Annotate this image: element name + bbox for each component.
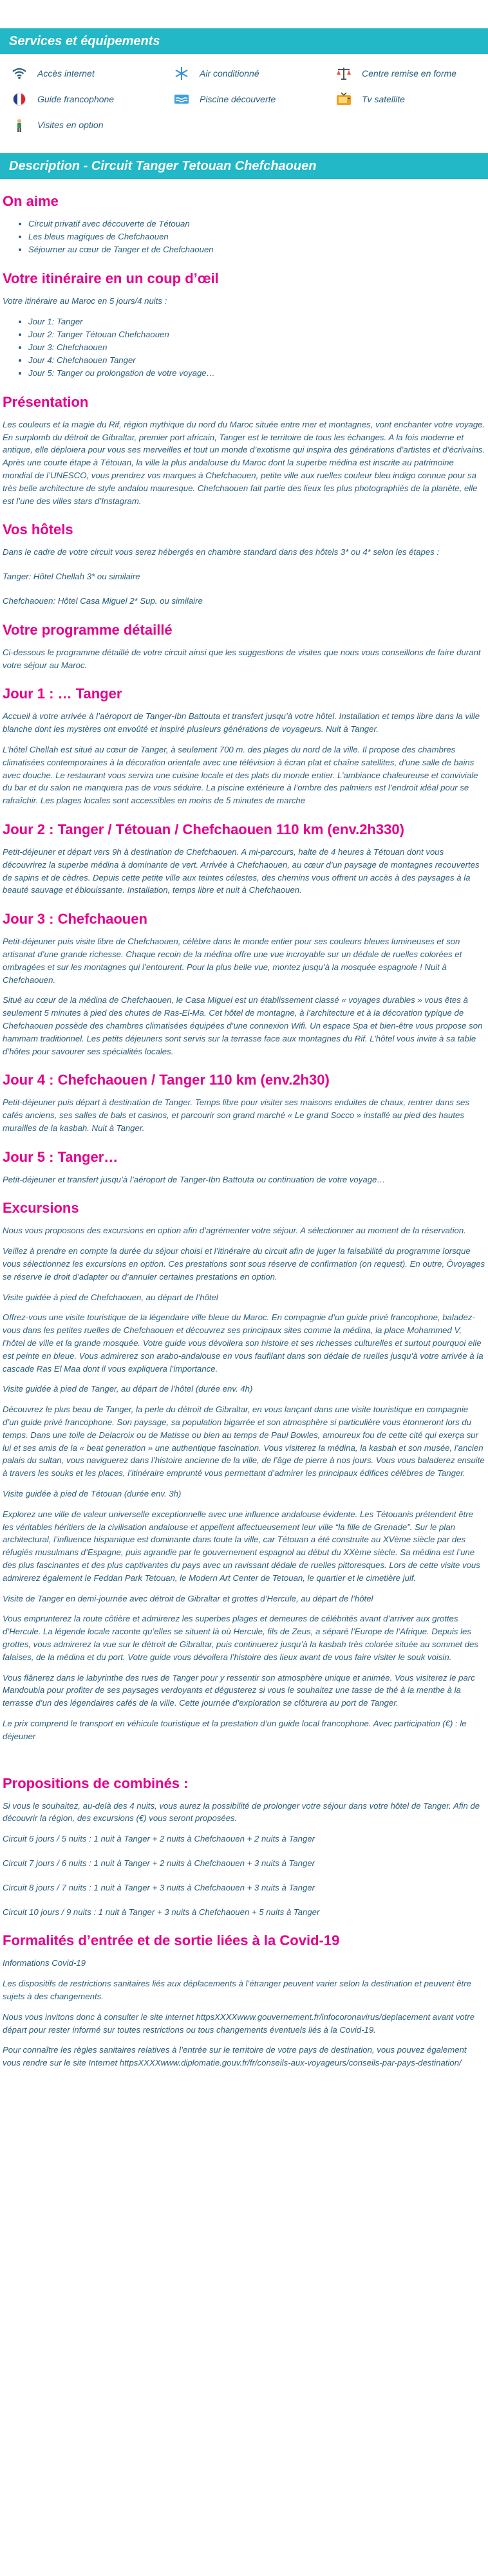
combine-item: Circuit 6 jours / 5 nuits : 1 nuit à Tanger + 2 nuits à Chefchaouen + 2 nuits à Tanger <box>3 1834 315 1844</box>
excursions-p10: Vous emprunterez la route côtière et admirerez les superbes plages et demeures de célébrités avant d’arriver aux grottes d’Hercule. La légende locale raconte qu’elles se situent là où Hercule, fils de Zeus, a séparé l’Europe de l’Afrique. Depuis les grottes, vous admirerez la vue sur le détroit de Gibraltar, puis continuerez jusqu’à la kasbah très colorée située au sommet des falaises, de la médina et du port. Votre guide vous dévoilera l’histoire des lieux avant de vous faire visiter le souk voisin. <box>3 1614 478 1662</box>
excursions-p5: Visite guidée à pied de Tanger, au départ de l’hôtel (durée env. 4h) <box>3 1384 253 1394</box>
hotel-tanger: Tanger: Hôtel Chellah 3* ou similaire <box>3 572 140 582</box>
list-item: • Séjourner au cœur de Tanger et de Chefchaouen <box>28 243 485 256</box>
aime-heading: On aime <box>3 193 59 209</box>
service-fitness <box>335 66 487 81</box>
jour3-heading: Jour 3 : Chefchaouen <box>3 911 147 928</box>
list-item: • Jour 3: Chefchaouen <box>28 341 485 354</box>
covid-p2: Les dispositifs de restrictions sanitaires liés aux déplacements à l’étranger peuvent varier selon la destination et peuvent être sujets à des changements. <box>3 1979 471 2001</box>
combines-heading: Propositions de combinés : <box>3 1775 189 1791</box>
service-aircon <box>173 66 335 81</box>
service-label: Air conditionné <box>200 68 259 79</box>
combines-intro: Si vous le souhaitez, au-delà des 4 nuits, vous aurez la possibilité de prolonger votre séjour dans votre hôtel de Tanger. Afin de découvrir la région, des excursions (€) vous seront proposées. <box>3 1800 480 1824</box>
list-item: • Jour 1: Tanger <box>28 315 485 328</box>
jour2-text: Petit-déjeuner et départ vers 9h à destination de Chefchaouen. A mi-parcours, halte de 4 heures à Tétouan dont vous découvrirez la superbe médina à dominante de vert. Arrivée à Chefchaouen, au cœur d’un paysage de montagnes recouvertes de sapins et de cèdres. Depuis cette petite ville aux teintes célestes, des chemins vous offrent un accès à des paysages à la beauté sauvage et éblouissante. Installation, temps libre et nuit à Chefchaouen. <box>3 846 480 895</box>
programme-heading: Votre programme détaillé <box>3 621 173 638</box>
service-label: Piscine découverte <box>200 94 276 104</box>
hotels-intro: Dans le cadre de votre circuit vous serez hébergés en chambre standard dans des hôtels 3* ou 4* selon les étapes : <box>3 547 440 557</box>
covid-p1: Informations Covid-19 <box>3 1958 86 1968</box>
scale-icon <box>335 66 353 80</box>
list-item: • Circuit privatif avec découverte de Tétouan <box>28 218 485 230</box>
combine-item: Circuit 10 jours / 9 nuits : 1 nuit à Tanger + 3 nuits à Chefchaouen + 5 nuits à Tanger <box>3 1907 320 1917</box>
flag-france-icon <box>10 92 28 106</box>
excursions-p12: Le prix comprend le transport en véhicule touristique et la prestation d’un guide local francophone. Avec participation (€) : le déjeuner <box>3 1718 467 1741</box>
excursions-p6: Découvrez le plus beau de Tanger, la perle du détroit de Gibraltar, en vous lançant dans une visite touristique en compagnie d’un guide privé francophone. Son paysage, sa population bigarrée et son atmosphère si particulière vous étonneront lors du temps. Dans une toile de Delacroix ou de Matisse ou bien au temps de Paul Bowles, amoureux fou de cette cité qui exerça sur lui et ses amis de la « beat generation » une authentique fascination. Vous visiterez la médina, la kasbah et son musée, l’ancien palais du sultan, vous naviguerez dans l’histoire ancienne de la ville, de l’âge de pierre à nos jours. Vous vous baladerez ensuite à travers les souks et les places, l’itinéraire emprunté vous permettant d’admirer les principaux édifices célèbres de Tanger. <box>3 1405 485 1479</box>
jour1-p1: Accueil à votre arrivée à l’aéroport de Tanger-Ibn Battouta et transfert jusqu’à votre hôtel. Installation et temps libre dans la ville blanche dont les mystères ont envoûté et inspiré plusieurs générations de voyageurs. Nuit à Tanger. <box>3 711 480 734</box>
covid-p3: Nous vous invitons donc à consulter le site internet httpsXXXXwww.gouvernement.fr/infocoronavirus/deplacement avant votre départ pour rester informé sur toutes restrictions ou tous changements éventuels liés à la Covid-19. <box>3 2011 475 2035</box>
services-grid <box>0 64 488 138</box>
service-label: Guide francophone <box>37 94 115 104</box>
itineraire-intro: Votre itinéraire au Maroc en 5 jours/4 nuits : <box>3 296 167 306</box>
sightseeing-icon <box>10 118 28 132</box>
service-label: Centre remise en forme <box>362 68 457 79</box>
covid-p4: Pour connaître les règles sanitaires relatives à l’entrée sur le territoire de votre pays de destination, vous pouvez également vous rendre sur le site Internet httpsXXXXwww.diplomatie.gouv.fr/fr/conseils-aux-voyageurs/conseils-par-pays-destination/ <box>3 2045 467 2068</box>
list-item: • Jour 4: Chefchaouen Tanger <box>28 354 485 367</box>
combine-item: Circuit 8 jours / 7 nuits : 1 nuit à Tanger + 3 nuits à Chefchaouen + 3 nuits à Tanger <box>3 1882 315 1892</box>
presentation-text: Les couleurs et la magie du Rif, région mythique du nord du Maroc située entre mer et montagnes, vont enchanter votre voyage. En surplomb du détroit de Gibraltar, premier port africain, Tanger est le territoire de tous les échanges. A la fois moderne et antique, elle déploiera pour vous ses merveilles et tout un monde d’exotisme qui inspira des générations d’artistes et d’écrivains. Après une courte étape à Tétouan, la ville la plus andalouse du Maroc dont la superbe médina est inscrite au patrimoine mondial de l’UNESCO, vous prendrez vos marques à Chefchaouen, petite ville aux ruelles couleur bleu indigo connue pour sa très belle architecture de style andalou mauresque. Chefchaouen fait partie des lieux les plus photographiés de la planète, elle est l’une des villes stars d’Instagram. <box>3 419 485 506</box>
itineraire-heading: Votre itinéraire en un coup d’œil <box>3 270 219 286</box>
excursions-p2: Veillez à prendre en compte la durée du séjour choisi et l’itinéraire du circuit afin de juger la faisabilité du programme lorsque vous sélectionnez les excursions en option. Ces prestations sont sous réserve de confirmation (on request). En outre, Ôvoyages se réserve le droit d’adapter ou d’annuler certaines prestations en option. <box>3 1246 485 1282</box>
wifi-icon <box>10 66 28 80</box>
jour2-heading: Jour 2 : Tanger / Tétouan / Chefchaouen 110 km (env.2h330) <box>3 821 404 837</box>
jour3-p2: Situé au cœur de la médina de Chefchaouen, le Casa Miguel est un établissement classé « voyages durables » vous êtes à seulement 5 minutes à pied des chutes de Ras-El-Ma. Cet hôtel de montagne, à l’architecture et à la décoration typique de Chefchaouen possède des chambres climatisées équipées d’une connexion Wifi. Un espace Spa et bien-être vous propose son hammam traditionnel. Les petits déjeuners sont servis sur la terrasse face aux montagnes du Rif. L’hôtel vous invite à sa table d’hôtes pour savourer ses spécialités locales. <box>3 995 483 1056</box>
excursions-p3: Visite guidée à pied de Chefchaouen, au départ de l’hôtel <box>3 1292 218 1302</box>
aime-list <box>3 218 485 256</box>
jour4-heading: Jour 4 : Chefchaouen / Tanger 110 km (env.2h30) <box>3 1072 330 1088</box>
itineraire-list <box>3 315 485 380</box>
excursions-p4: Offrez-vous une visite touristique de la légendaire ville bleue du Maroc. En compagnie d’un guide privé francophone, baladez-vous dans les petites ruelles de Chefchaouen et découvrez ses principaux sites comme la médina, la place Mohammed V, l’hôtel de ville et la grande mosquée. Votre guide vous dévoilera son histoire et ses richesses culturelles et surtout pourquoi elle est peinte en bleue. Vous admirerez son arabo-andalouse en vous faufilant dans son dédale de ruelles jusqu’à votre arrivée à la cascade Ras El Maa dont il vous expliquera l’importance. <box>3 1312 483 1374</box>
excursions-p1: Nous vous proposons des excursions en option afin d’agrémenter votre séjour. A sélectionner au moment de la réservation. <box>3 1226 466 1236</box>
jour5-heading: Jour 5 : Tanger… <box>3 1148 118 1165</box>
excursions-p7: Visite guidée à pied de Tétouan (durée env. 3h) <box>3 1489 182 1499</box>
service-label: Accès internet <box>37 68 95 79</box>
service-guide <box>10 91 173 107</box>
excursions-heading: Excursions <box>3 1200 79 1217</box>
jour5-text: Petit-déjeuner et transfert jusqu’à l’aéroport de Tanger-Ibn Battouta ou continuation de votre voyage… <box>3 1174 386 1184</box>
services-banner: Services et équipements <box>0 28 488 54</box>
snowflake-icon <box>173 66 191 80</box>
pool-icon <box>173 92 191 106</box>
programme-text: Ci-dessous le programme détaillé de votre circuit ainsi que les suggestions de visites que nous vous conseillons de faire durant votre séjour au Maroc. <box>3 647 481 670</box>
combine-item: Circuit 7 jours / 6 nuits : 1 nuit à Tanger + 2 nuits à Chefchaouen + 3 nuits à Tanger <box>3 1858 315 1868</box>
jour3-p1: Petit-déjeuner puis visite libre de Chefchaouen, célèbre dans le monde entier pour ses couleurs bleues lumineuses et son artisanat d’une grande richesse. Chaque recoin de la médina offre une vue incroyable sur un dédale de ruelles colorées et ombragées et sur les montagnes qui l’entourent. Pour la plus belle vue, montez jusqu’à la mosquée espagnole ! Nuit à Chefchaouen. <box>3 937 462 985</box>
service-label: Tv satellite <box>362 94 405 104</box>
tv-icon <box>335 92 353 106</box>
list-item: • Jour 5: Tanger ou prolongation de votre voyage… <box>28 367 485 380</box>
excursions-p11: Vous flânerez dans le labyrinthe des rues de Tanger pour y ressentir son atmosphère unique et animée. Vous visiterez le parc Mandoubia pour profiter de ses paysages verdoyants et dégusterez si vous le souhaitez une tasse de thé à la menthe à la terrasse d’un des légendaires cafés de la ville. Cette journée d’exploration se clôturera au port de Tanger. <box>3 1672 475 1708</box>
covid-heading: Formalités d’entrée et de sortie liées à la Covid-19 <box>3 1932 340 1949</box>
presentation-heading: Présentation <box>3 393 89 410</box>
service-internet <box>10 66 173 81</box>
service-pool <box>173 91 335 107</box>
excursions-p9: Visite de Tanger en demi-journée avec détroit de Gibraltar et grottes d’Hercule, au départ de l’hôtel <box>3 1593 373 1603</box>
jour4-text: Petit-déjeuner puis départ à destination de Tanger. Temps libre pour visiter ses maisons enduites de chaux, rentrer dans ses cafés anciens, ses salles de bals et casinos, et parcourir son grand marché « Le grand Socco » installé au pied des hautes murailles de la kasbah. Nuit à Tanger. <box>3 1097 469 1133</box>
hotels-heading: Vos hôtels <box>3 521 73 538</box>
service-tv <box>335 91 487 107</box>
description-banner: Description - Circuit Tanger Tetouan Chefchaouen <box>0 153 488 179</box>
description-content <box>0 193 488 2069</box>
excursions-p8: Explorez une ville de valeur universelle exceptionnelle avec une influence andalouse évidente. Les Tétouanis prétendent être les véritables héritiers de la civilisation andalouse et appellent affectueusement leur ville “la fille de Grenade”. Sur le plan architectural, l’influence hispanique est dominante dans toute la ville, car Tétouan a été construite au XVème siècle par des réfugiés musulmans d’Espagne, puis agrandie par le gouvernement espagnol au début du XXème siècle. Sa médina est l’une des plus fascinantes et des plus captivantes du pays avec un ravissant dédale de ruelles pittoresques. Lors de cette visite vous admirerez également le Feddan Park Tetouan, le Modern Art Center de Tetouan, le quartier et le cimetière juif. <box>3 1509 480 1583</box>
jour1-p2: L’hôtel Chellah est situé au cœur de Tanger, à seulement 700 m. des plages du nord de la ville. Il propose des chambres climatisées contemporaines à la décoration orientale avec une télévision à écran plat et chaîne satellites, d’une salle de bains avec douche. Le restaurant vous servira une cuisine locale et des plats du monde entier. L’ambiance chaleureuse et conviviale du bar et du salon ne manquera pas de vous séduire. La piscine extérieure à l’ombre des palmiers est l’endroit idéal pour se rafraîchir. Les plages locales sont accessibles en moins de 5 minutes de marche <box>3 744 478 806</box>
service-visits <box>10 117 173 133</box>
list-item: • Les bleus magiques de Chefchaouen <box>28 230 485 243</box>
jour1-heading: Jour 1 : … Tanger <box>3 686 122 702</box>
list-item: • Jour 2: Tanger Tétouan Chefchaouen <box>28 328 485 341</box>
service-label: Visites en option <box>37 120 104 130</box>
hotel-chefchaouen: Chefchaouen: Hôtel Casa Miguel 2* Sup. ou similaire <box>3 595 203 606</box>
